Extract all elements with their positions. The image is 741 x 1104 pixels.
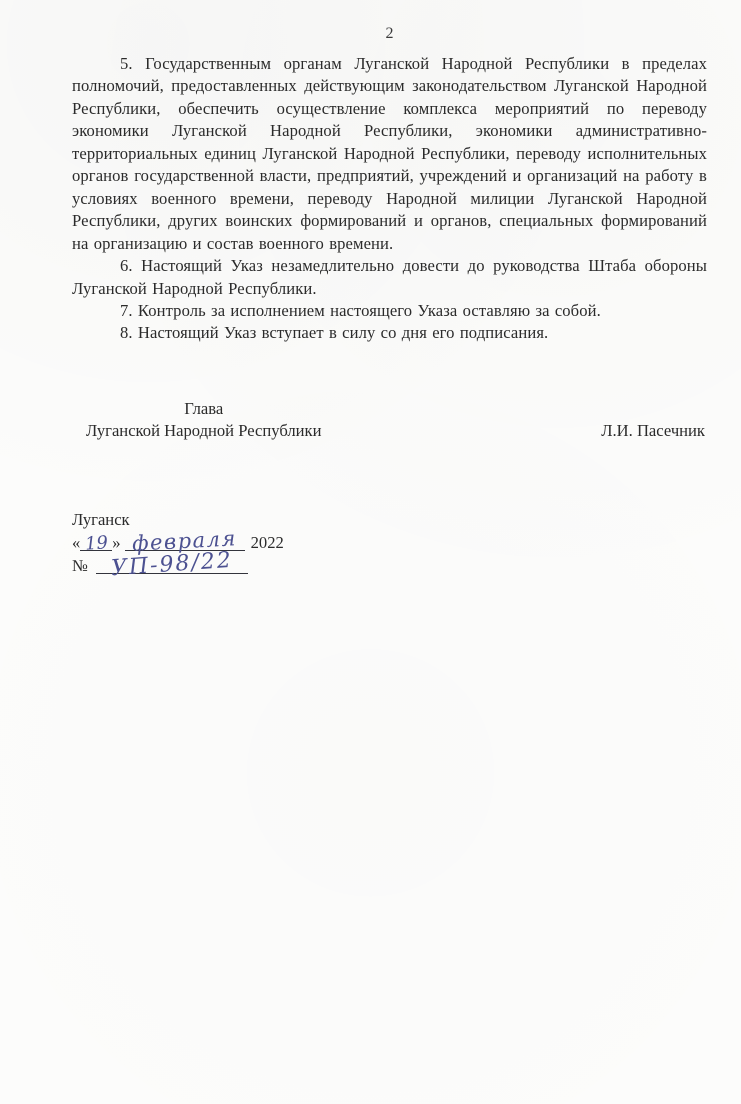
handwritten-day: 19 — [84, 532, 109, 555]
issuance-date-line — [72, 526, 707, 556]
signatory-title — [86, 398, 321, 443]
number-sign: № — [72, 555, 88, 575]
paragraph-item-5: 5. Государственным органам Луганской Народной Республики в пределах полномочий, предоставленных действующим законодательством Луганской Народной Республики, обеспечить осуществление комплекса мероприятий по переводу экономики Луганской Народной Республики, экономики административно-территориальных единиц Луганской Народной Республики, переводу исполнительных органов государственной власти, предприятий, учреждений и организаций на работу в условиях военного времени, переводу Народной милиции Луганской Народной Республики, других воинских формирований и органов, специальных формирований на организацию и состав военного времени. — [72, 54, 707, 253]
signatory-title-line2: Луганской Народной Республики — [86, 421, 322, 441]
paragraph-item-8: 8. Настоящий Указ вступает в силу со дня его подписания. — [120, 323, 549, 343]
paragraph-item-7: 7. Контроль за исполнением настоящего Указа оставляю за собой. — [120, 300, 601, 320]
handwritten-month: февраля — [131, 526, 238, 556]
issuance-number-line — [72, 547, 707, 582]
signatory-name: Л.И. Пасечник — [601, 421, 705, 441]
number-blank — [96, 547, 248, 582]
date-day-blank — [80, 532, 112, 555]
signature-block — [72, 398, 707, 443]
text-column — [72, 0, 707, 582]
handwritten-number: УП-98/22 — [110, 547, 234, 582]
decree-body — [72, 53, 707, 345]
paragraph-item-6: 6. Настоящий Указ незамедлительно довести до руководства Штаба обороны Луганской Народной Республики. — [72, 256, 707, 298]
issuance-year: 2022 — [250, 532, 284, 552]
open-guillemet: « — [72, 532, 81, 552]
issuance-city: Луганск — [72, 509, 130, 529]
issuance-block — [72, 508, 707, 582]
page-number: 2 — [385, 25, 394, 42]
signatory-title-line1: Глава — [184, 398, 224, 418]
close-guillemet: » — [112, 532, 121, 552]
